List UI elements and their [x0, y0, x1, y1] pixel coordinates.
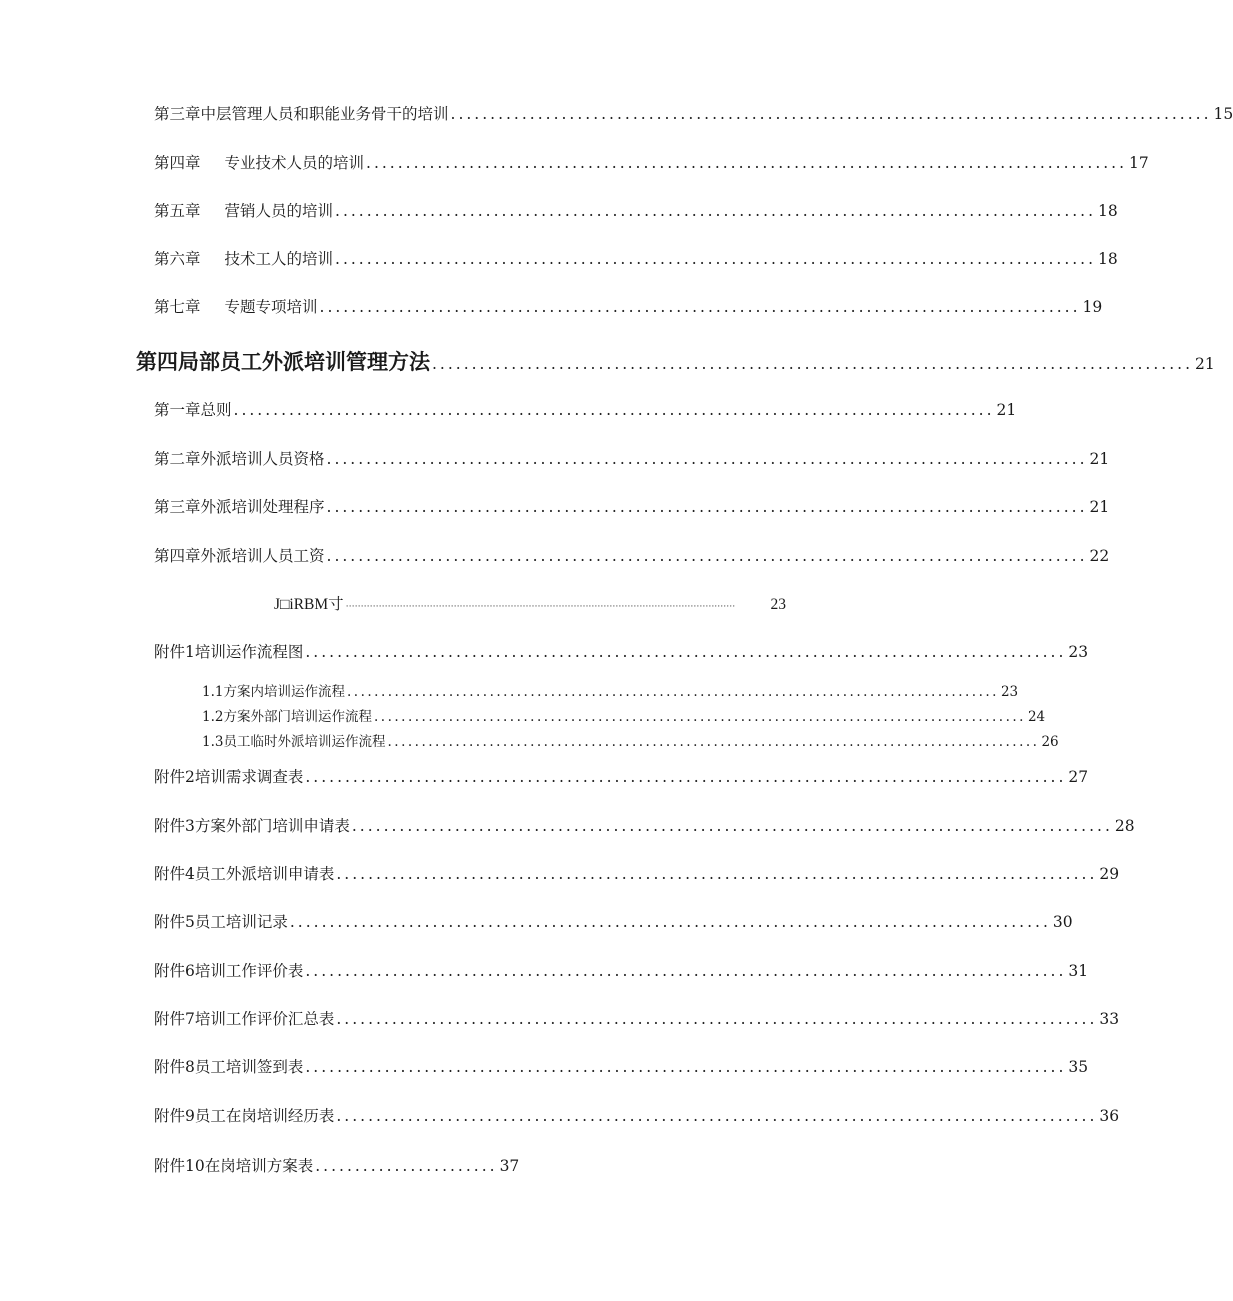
- toc-entry[interactable]: [154, 447, 1110, 469]
- dot-leader: ................................................................................................: [289, 913, 1051, 931]
- toc-part-heading[interactable]: [136, 346, 1215, 376]
- toc-entry-page: 33: [1099, 1010, 1120, 1028]
- toc-entry[interactable]: [154, 495, 1110, 517]
- toc-entry-page: 22: [1089, 547, 1110, 565]
- toc-entry-page: 18: [1098, 202, 1118, 220]
- toc-entry-label: 附件2培训需求调查表: [154, 768, 304, 786]
- toc-entry-page: 19: [1082, 298, 1103, 316]
- toc-entry[interactable]: [154, 765, 1089, 787]
- toc-entry[interactable]: [154, 814, 1135, 836]
- toc-entry-label: [154, 199, 333, 221]
- dot-leader: ................................................................................................: [373, 709, 1026, 725]
- toc-entry[interactable]: [154, 151, 1149, 173]
- toc-entry[interactable]: [154, 1154, 519, 1176]
- dot-leader: ................................................................................................: [326, 450, 1088, 468]
- toc-entry[interactable]: [154, 640, 1089, 662]
- chapter-title: 专业技术人员的培训: [224, 154, 365, 172]
- toc-entry-label: 1.1方案内培训运作流程: [202, 684, 345, 700]
- toc-entry-label: 第三章中层管理人员和职能业务骨干的培训: [154, 105, 449, 123]
- toc-entry-page: 37: [499, 1157, 520, 1175]
- dot-leader: ................................................................................................: [335, 250, 1097, 268]
- toc-entry-page: 21: [1195, 355, 1215, 373]
- toc-entry-label: [154, 247, 333, 269]
- toc-entry[interactable]: [154, 959, 1089, 981]
- toc-entry[interactable]: [154, 102, 1233, 124]
- toc-entry-label: 附件9员工在岗培训经历表: [154, 1107, 335, 1125]
- chapter-title: 专题专项培训: [224, 298, 318, 316]
- toc-entry-page: 21: [1089, 450, 1110, 468]
- toc-entry-page: 35: [1068, 1058, 1089, 1076]
- toc-entry-page: 29: [1099, 865, 1120, 883]
- toc-entry-page: 24: [1027, 709, 1046, 725]
- toc-entry-garbled[interactable]: [274, 592, 786, 614]
- toc-entry-label: 附件3方案外部门培训申请表: [154, 817, 350, 835]
- toc-entry[interactable]: [154, 544, 1110, 566]
- chapter-title: 技术工人的培训: [224, 250, 334, 268]
- dot-leader: ................................................................................................: [432, 355, 1193, 373]
- dot-leader: ................................................................................................: [305, 768, 1067, 786]
- toc-entry-label: [154, 151, 364, 173]
- chapter-prefix: 第四章: [154, 154, 201, 172]
- toc-entry-label: 附件8员工培训签到表: [154, 1058, 304, 1076]
- dot-leader: ................................................................................................: [305, 1058, 1067, 1076]
- toc-entry-label: 1.3员工临时外派培训运作流程: [202, 734, 386, 750]
- toc-entry-label: 附件7培训工作评价汇总表: [154, 1010, 335, 1028]
- dot-leader: ................................................................................................: [336, 1010, 1098, 1028]
- toc-entry[interactable]: [154, 295, 1103, 317]
- toc-entry-label: 附件4员工外派培训申请表: [154, 865, 335, 883]
- toc-entry-label: [154, 295, 318, 317]
- toc-entry-label: 第四局部员工外派培训管理方法: [136, 350, 430, 374]
- dot-leader: ................................................................................................: [366, 154, 1128, 172]
- toc-entry-label: 附件6培训工作评价表: [154, 962, 304, 980]
- toc-entry-label: 附件1培训运作流程图: [154, 643, 304, 661]
- dot-leader: ··································································································································: [345, 601, 736, 611]
- chapter-prefix: 第六章: [154, 250, 201, 268]
- toc-entry[interactable]: [154, 1007, 1120, 1029]
- chapter-prefix: 第七章: [154, 298, 201, 316]
- toc-entry-label: 附件10在岗培训方案表: [154, 1157, 314, 1175]
- dot-leader: ................................................................................................: [336, 865, 1098, 883]
- toc-entry[interactable]: [154, 398, 1017, 420]
- toc-subentry[interactable]: [202, 680, 1019, 700]
- toc-entry-page: 36: [1099, 1107, 1120, 1125]
- toc-subentry[interactable]: [202, 730, 1059, 750]
- toc-entry[interactable]: [154, 1055, 1089, 1077]
- toc-entry-page: 21: [1089, 498, 1110, 516]
- chapter-title: 营销人员的培训: [224, 202, 334, 220]
- dot-leader: ................................................................................................: [450, 105, 1212, 123]
- dot-leader: ................................................................................................: [305, 962, 1067, 980]
- toc-entry-page: 27: [1068, 768, 1089, 786]
- toc-entry-page: 28: [1114, 817, 1135, 835]
- toc-entry-label: 附件5员工培训记录: [154, 913, 288, 931]
- toc-entry[interactable]: [154, 862, 1120, 884]
- toc-entry-page: 30: [1052, 913, 1073, 931]
- toc-entry-page: 23: [1000, 684, 1019, 700]
- toc-entry-page: 21: [996, 401, 1017, 419]
- dot-leader: ................................................................................................: [351, 817, 1113, 835]
- toc-entry[interactable]: [154, 1104, 1120, 1126]
- toc-entry-page: 15: [1213, 105, 1233, 123]
- dot-leader: ................................................................................................: [336, 1107, 1098, 1125]
- toc-subentry[interactable]: [202, 705, 1046, 725]
- chapter-prefix: 第五章: [154, 202, 201, 220]
- dot-leader: ................................................................................................: [335, 202, 1097, 220]
- toc-entry[interactable]: [154, 247, 1118, 269]
- dot-leader: ................................................................................................: [326, 498, 1088, 516]
- dot-leader: ................................................................................................: [319, 298, 1081, 316]
- dot-leader: ................................................................................................: [305, 643, 1067, 661]
- dot-leader: ................................................................................................: [346, 684, 999, 700]
- toc-entry-label: 第一章总则: [154, 401, 232, 419]
- toc-entry-page: 23: [1068, 643, 1089, 661]
- toc-entry[interactable]: [154, 199, 1118, 221]
- toc-entry[interactable]: [154, 910, 1073, 932]
- toc-entry-page: 17: [1129, 154, 1149, 172]
- toc-entry-label: 第三章外派培训处理程序: [154, 498, 325, 516]
- toc-entry-label: 第二章外派培训人员资格: [154, 450, 325, 468]
- dot-leader: ................................................................................................: [326, 547, 1088, 565]
- toc-entry-page: 18: [1098, 250, 1118, 268]
- toc-entry-label: 第四章外派培训人员工资: [154, 547, 325, 565]
- toc-entry-page: 23: [770, 596, 786, 613]
- dot-leader: ................................................................................................: [387, 734, 1040, 750]
- dot-leader: .......................: [315, 1157, 498, 1175]
- toc-entry-label: 1.2方案外部门培训运作流程: [202, 709, 372, 725]
- toc-entry-label: J□iRBM寸: [274, 596, 344, 613]
- toc-entry-page: 26: [1041, 734, 1059, 750]
- dot-leader: ................................................................................................: [233, 401, 995, 419]
- toc-entry-page: 31: [1068, 962, 1089, 980]
